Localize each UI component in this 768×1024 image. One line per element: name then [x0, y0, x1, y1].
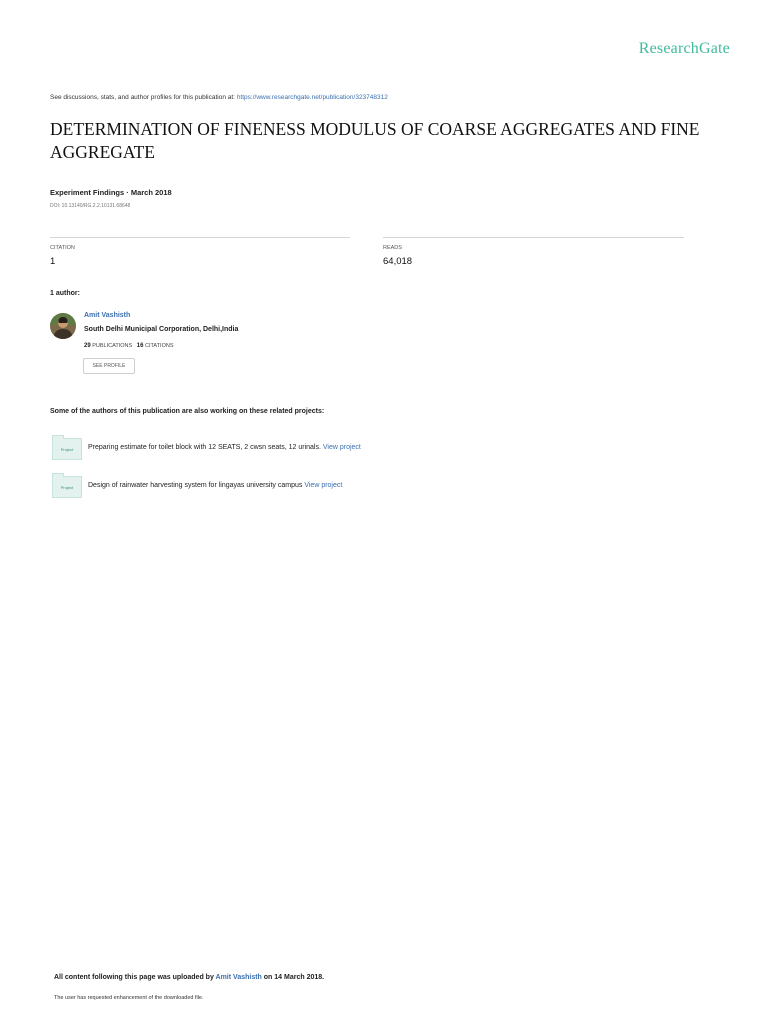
- related-projects-heading: Some of the authors of this publication are also working on these related projects:: [50, 408, 325, 415]
- see-profile-button[interactable]: SEE PROFILE: [83, 358, 135, 374]
- author-institution: South Delhi Municipal Corporation, Delhi,India: [84, 326, 239, 333]
- project-item: [88, 444, 361, 451]
- project-title: Design of rainwater harvesting system for lingayas university campus: [88, 482, 303, 489]
- project-icon-label: Project: [60, 484, 74, 490]
- project-item: [88, 482, 342, 489]
- view-project-link[interactable]: View project: [304, 482, 343, 489]
- uploader-link[interactable]: Amit Vashisth: [215, 974, 262, 981]
- citation-label: CITATION: [50, 245, 75, 251]
- author-stats: [84, 343, 174, 349]
- authors-heading: 1 author:: [50, 290, 80, 297]
- enhancement-note: The user has requested enhancement of the downloaded file.: [54, 995, 204, 1001]
- citations-count: 16: [136, 343, 144, 349]
- citation-value: 1: [50, 256, 56, 267]
- project-title: Preparing estimate for toilet block with 12 SEATS, 2 cwsn seats, 12 urinals.: [88, 444, 321, 451]
- upload-note: [54, 974, 324, 981]
- citation-divider: [50, 237, 350, 238]
- author-avatar[interactable]: [50, 313, 76, 339]
- publication-meta: Experiment Findings · March 2018: [50, 188, 172, 197]
- upload-suffix: on 14 March 2018.: [263, 974, 325, 981]
- project-icon-label: Project: [60, 446, 74, 452]
- project-folder-icon: [52, 438, 82, 460]
- publication-link[interactable]: https://www.researchgate.net/publication/323748312: [236, 94, 388, 101]
- reads-divider: [383, 237, 684, 238]
- reads-label: READS: [383, 245, 402, 251]
- intro-text: See discussions, stats, and author profiles for this publication at:: [50, 94, 235, 101]
- author-name[interactable]: Amit Vashisth: [84, 312, 131, 319]
- project-folder-icon: [52, 476, 82, 498]
- view-project-link[interactable]: View project: [322, 444, 361, 451]
- citations-label: CITATIONS: [144, 343, 174, 349]
- publications-label: PUBLICATIONS: [92, 343, 133, 349]
- researchgate-logo[interactable]: ResearchGate: [638, 40, 730, 57]
- avatar-photo-icon: [50, 313, 76, 339]
- doi-text: DOI: 10.13140/RG.2.2.10131.68648: [50, 203, 131, 209]
- publication-title: DETERMINATION OF FINENESS MODULUS OF COARSE AGGREGATES AND FINE AGGREGATE: [50, 119, 700, 162]
- reads-value: 64,018: [383, 256, 413, 267]
- intro-line: [50, 94, 388, 101]
- upload-prefix: All content following this page was uploaded by: [54, 974, 214, 981]
- publications-count: 29: [84, 343, 91, 349]
